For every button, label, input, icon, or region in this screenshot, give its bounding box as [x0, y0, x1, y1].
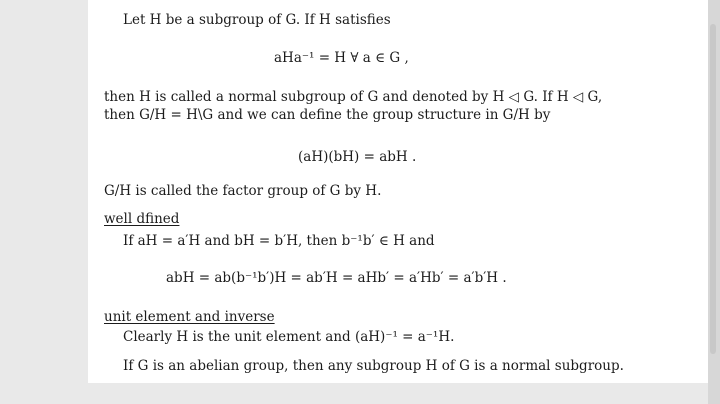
- definition-line-2: then G/H = H\G and we can define the group structure in G/H by: [104, 107, 551, 123]
- scrollbar-thumb[interactable]: [710, 24, 716, 354]
- intro-text: Let H be a subgroup of G. If H satisfies: [123, 12, 391, 28]
- document-page: [88, 0, 708, 383]
- well-defined-heading: well dfined: [104, 211, 180, 227]
- unit-inverse-heading: unit element and inverse: [104, 309, 275, 325]
- normal-condition-equation: aHa⁻¹ = H ∀ a ∈ G ,: [274, 50, 409, 66]
- definition-line-1: then H is called a normal subgroup of G and denoted by H ◁ G. If H ◁ G,: [104, 89, 603, 105]
- right-edge: [708, 0, 720, 404]
- abelian-statement: If G is an abelian group, then any subgroup H of G is a normal subgroup.: [123, 358, 624, 374]
- well-defined-equation: abH = ab(b⁻¹b′)H = ab′H = aHb′ = a′Hb′ = a′b′H .: [166, 270, 507, 286]
- group-operation-equation: (aH)(bH) = abH .: [298, 149, 417, 165]
- unit-element-text: Clearly H is the unit element and (aH)⁻¹ = a⁻¹H.: [123, 329, 455, 345]
- well-defined-text: If aH = a′H and bH = b′H, then b⁻¹b′ ∈ H and: [123, 233, 435, 249]
- factor-group-text: G/H is called the factor group of G by H.: [104, 183, 382, 199]
